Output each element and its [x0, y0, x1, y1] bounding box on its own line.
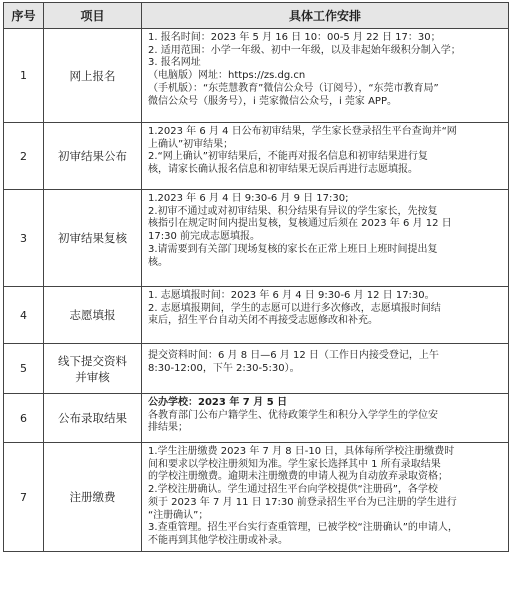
arrangement-line: 核指引在规定时间内提出复核，复核通过后须在 2023 年 6 月 12 日	[148, 218, 452, 230]
arrangement-line: 1. 志愿填报时间：2023 年 6 月 4 日 9:30-6 月 12 日 17:30。	[148, 290, 435, 301]
row-arrangement	[142, 394, 509, 443]
row-item: 公布录取结果	[44, 394, 142, 443]
table-row	[4, 287, 509, 344]
arrangement-line: 1.2023 年 6 月 4 日 9:30-6 月 9 日 17:30;	[148, 193, 349, 204]
row-item	[44, 344, 142, 394]
table-row	[4, 29, 509, 123]
row-num: 3	[4, 190, 44, 287]
arrangement-line: 间和要求以学校注册须知为准。学生家长选择其中 1 所有录取结果	[148, 458, 441, 470]
row-item: 注册缴费	[44, 443, 142, 552]
arrangement-line: 不能再到其他学校注册或补录。	[148, 534, 288, 546]
arrangement-line: 1.2023 年 6 月 4 日公布初审结果，学生家长登录招生平台查询并“网	[148, 126, 457, 137]
row-arrangement	[142, 443, 509, 552]
table-header-row	[4, 3, 509, 29]
arrangement-line: （电脑版）网址：https://zs.dg.cn	[148, 70, 306, 82]
arrangement-line: 2.初审不通过或对初审结果、积分结果有异议的学生家长，先按复	[148, 205, 438, 217]
row-arrangement	[142, 190, 509, 287]
arrangement-line: 微信公众号（服务号），i 莞家微信公众号，i 莞家 APP。	[148, 95, 397, 107]
arrangement-line: 1.学生注册缴费 2023 年 7 月 8 日-10 日，具体每所学校注册缴费时	[148, 446, 455, 457]
arrangement-line: 3. 报名网址	[148, 57, 201, 69]
arrangement-line: 束后，招生平台自动关闭不再接受志愿修改和补充。	[148, 315, 378, 327]
row-item: 初审结果公布	[44, 123, 142, 190]
arrangement-line: 2.“网上确认”初审结果后，不能再对报名信息和初审结果进行复	[148, 151, 428, 163]
item-line: 线下提交资料	[58, 353, 127, 368]
row-arrangement	[142, 287, 509, 344]
row-arrangement	[142, 29, 509, 123]
arrangement-line: 各教育部门公布户籍学生、优待政策学生和积分入学学生的学位安	[148, 409, 438, 421]
arrangement-heading: 公办学校：2023 年 7 月 5 日	[148, 397, 288, 408]
header-item: 项目	[44, 3, 142, 29]
table-row	[4, 443, 509, 552]
arrangement-line: 核，请家长确认报名信息和初审结果无误后再进行志愿填报。	[148, 164, 418, 176]
row-arrangement	[142, 123, 509, 190]
row-num: 2	[4, 123, 44, 190]
arrangement-line: 3.查重管理。招生平台实行查重管理，已被学校“注册确认”的申请人，	[148, 522, 458, 534]
table-row	[4, 123, 509, 190]
arrangement-line: 须于 2023 年 7 月 11 日 17:30 前登录招生平台为已注册的学生进行	[148, 496, 457, 508]
row-item: 初审结果复核	[44, 190, 142, 287]
row-item: 网上报名	[44, 29, 142, 123]
arrangement-line: 2.学校注册确认。学生通过招生平台向学校提供“注册码”，各学校	[148, 484, 438, 496]
arrangement-line: 的学校注册缴费。逾期未注册缴费的申请人视为自动放弃录取资格；	[148, 471, 448, 483]
row-num: 6	[4, 394, 44, 443]
table-row	[4, 344, 509, 394]
table-row	[4, 394, 509, 443]
row-arrangement	[142, 344, 509, 394]
header-num: 序号	[4, 3, 44, 29]
arrangement-line: “注册确认”；	[148, 509, 209, 521]
arrangement-line: 上确认”初审结果；	[148, 138, 234, 150]
arrangement-line: 17:30 前完成志愿填报。	[148, 231, 260, 243]
arrangement-line: 2. 志愿填报期间，学生的志愿可以进行多次修改，志愿填报时间结	[148, 302, 441, 314]
row-item: 志愿填报	[44, 287, 142, 344]
row-num: 5	[4, 344, 44, 394]
arrangement-line: 核。	[148, 256, 168, 268]
arrangement-line: 1. 报名时间：2023 年 5 月 16 日 10：00-5 月 22 日 17：30；	[148, 32, 441, 43]
arrangement-line: （手机版）：“东莞慧教育”微信公众号（订阅号），“东莞市教育局”	[148, 82, 439, 94]
enrollment-schedule-table	[3, 2, 509, 552]
arrangement-line: 提交资料时间：6 月 8 日—6 月 12 日（工作日内接受登记，上午	[148, 350, 439, 361]
row-num: 1	[4, 29, 44, 123]
header-arrangement: 具体工作安排	[142, 3, 509, 29]
item-line: 并审核	[75, 369, 110, 384]
arrangement-line: 3.请需要到有关部门现场复核的家长在正常上班日上班时间提出复	[148, 243, 438, 255]
row-num: 4	[4, 287, 44, 344]
arrangement-line: 2. 适用范围：小学一年级、初中一年级，以及非起始年级积分制入学；	[148, 44, 461, 56]
row-num: 7	[4, 443, 44, 552]
arrangement-line: 8:30-12:00，下午 2:30-5:30）。	[148, 362, 300, 374]
arrangement-line: 排结果；	[148, 422, 188, 434]
table-row	[4, 190, 509, 287]
